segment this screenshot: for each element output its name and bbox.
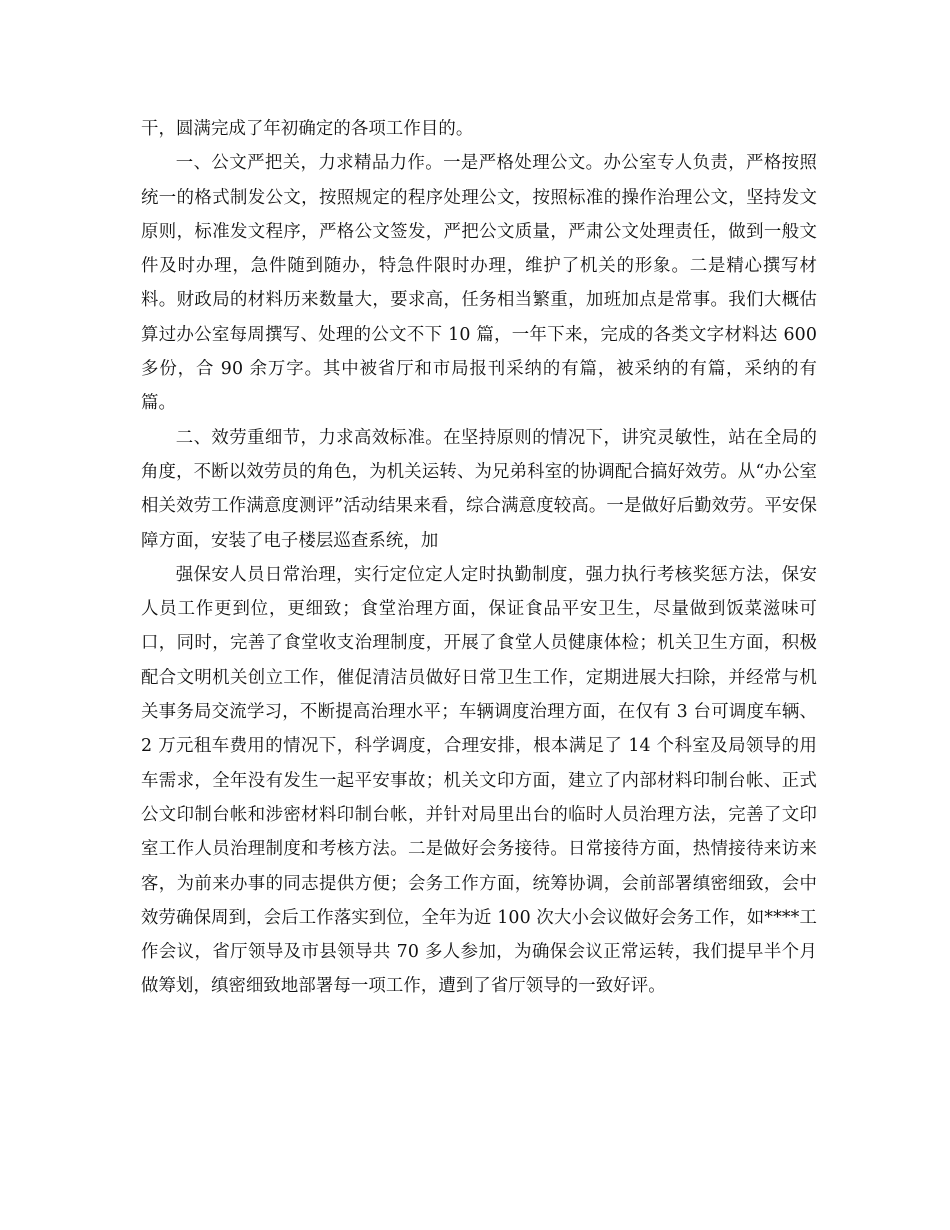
paragraph-2: 一、公文严把关，力求精品力作。一是严格处理公文。办公室专人负责，严格按照统一的格式制发公文，按照规定的程序处理公文，按照标准的操作治理公文，坚持发文原则，标准发文程序，严格公文签发，严把公文质量，严肃公文处理责任，做到一般文件及时办理，急件随到随办，特急件限时办理，维护了机关的形象。二是精心撰写材料。财政局的材料历来数量大，要求高，任务相当繁重，加班加点是常事。我们大概估算过办公室每周撰写、处理的公文不下 10 篇，一年下来，完成的各类文字材料达 600 多份，合 90 余万字。其中被省厅和市局报刊采纳的有篇，被采纳的有篇，采纳的有篇。 [141, 153, 817, 414]
document-body [141, 112, 817, 1004]
paragraph-4: 强保安人员日常治理，实行定位定人定时执勤制度，强力执行考核奖惩方法，保安人员工作更到位，更细致；食堂治理方面，保证食品平安卫生，尽量做到饭菜滋味可口，同时，完善了食堂收支治理制度，开展了食堂人员健康体检；机关卫生方面，积极配合文明机关创立工作，催促清洁员做好日常卫生工作，定期进展大扫除，并经常与机关事务局交流学习，不断提高治理水平；车辆调度治理方面，在仅有 3 台可调度车辆、2 万元租车费用的情况下，科学调度，合理安排，根本满足了 14 个科室及局领导的用车需求，全年没有发生一起平安事故；机关文印方面，建立了内部材料印制台帐、正式公文印制台帐和涉密材料印制台帐，并针对局里出台的临时人员治理方法，完善了文印室工作人员治理制度和考核方法。二是做好会务接待。日常接待方面，热情接待来访来客，为前来办事的同志提供方便；会务工作方面，统筹协调，会前部署缜密细致，会中效劳确保周到，会后工作落实到位，全年为近 100 次大小会议做好会务工作，如****工作会议，省厅领导及市县领导共 70 多人参加，为确保会议正常运转，我们提早半个月做筹划，缜密细致地部署每一项工作，遭到了省厅领导的一致好评。 [141, 564, 817, 997]
paragraph-1: 干，圆满完成了年初确定的各项工作目的。 [141, 119, 474, 139]
paragraph-3: 二、效劳重细节，力求高效标准。在坚持原则的情况下，讲究灵敏性，站在全局的角度，不断以效劳员的角色，为机关运转、为兄弟科室的协调配合搞好效劳。从“办公室相关效劳工作满意度测评”活动结果来看，综合满意度较高。一是做好后勤效劳。平安保障方面，安装了电子楼层巡查系统，加 [141, 427, 817, 551]
